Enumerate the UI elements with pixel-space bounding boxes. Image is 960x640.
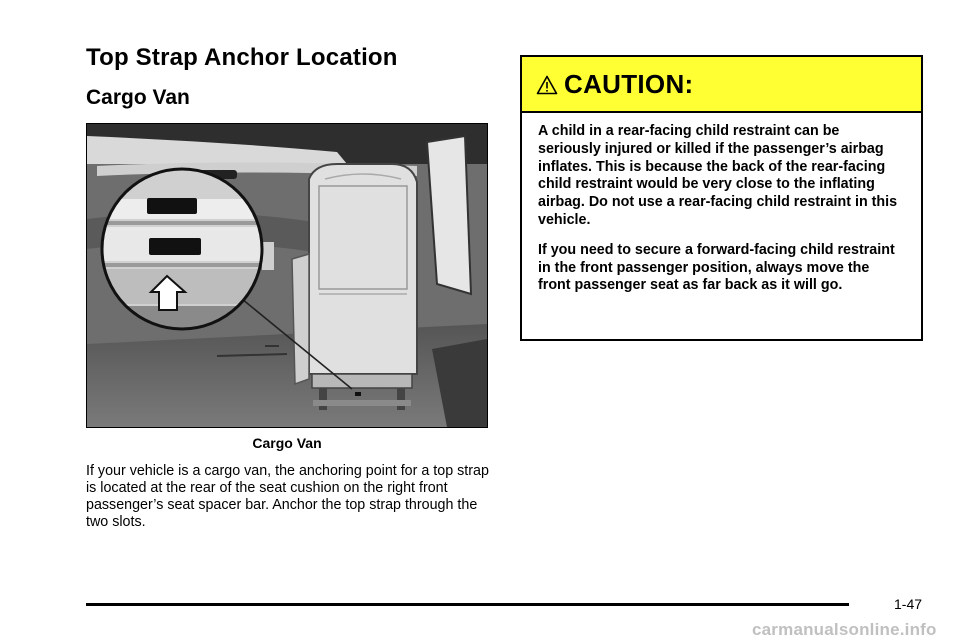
caution-header <box>522 57 921 113</box>
cargo-van-seat-illustration <box>86 123 488 428</box>
page-number: 1-47 <box>894 596 923 612</box>
caution-box <box>520 55 923 341</box>
caution-title: CAUTION: <box>564 68 694 99</box>
watermark: carmanualsonline.info <box>752 620 937 639</box>
warning-triangle-icon <box>536 75 558 95</box>
seat-illustration-svg <box>87 124 487 427</box>
figure-caption: Cargo Van <box>252 435 322 451</box>
caution-body <box>522 113 921 295</box>
caution-paragraph-2: If you need to secure a forward-facing child restraint in the front passenger position, always move the front passenger seat as far back as it will go. <box>538 241 895 294</box>
footer-rule <box>86 603 849 606</box>
section-subtitle: Cargo Van <box>86 86 190 109</box>
body-paragraph: If your vehicle is a cargo van, the anchoring point for a top strap is located at the rear of the seat cushion on the right front passenger’s seat spacer bar. Anchor the top strap through the two slots. <box>86 463 489 530</box>
caution-paragraph-1: A child in a rear-facing child restraint can be seriously injured or killed if the passenger’s airbag inflates. This is because the back of the rear-facing child restraint would be very close to the inflating airbag. Do not use a rear-facing child restraint in this vehicle. <box>538 123 898 228</box>
page-title: Top Strap Anchor Location <box>86 44 398 71</box>
